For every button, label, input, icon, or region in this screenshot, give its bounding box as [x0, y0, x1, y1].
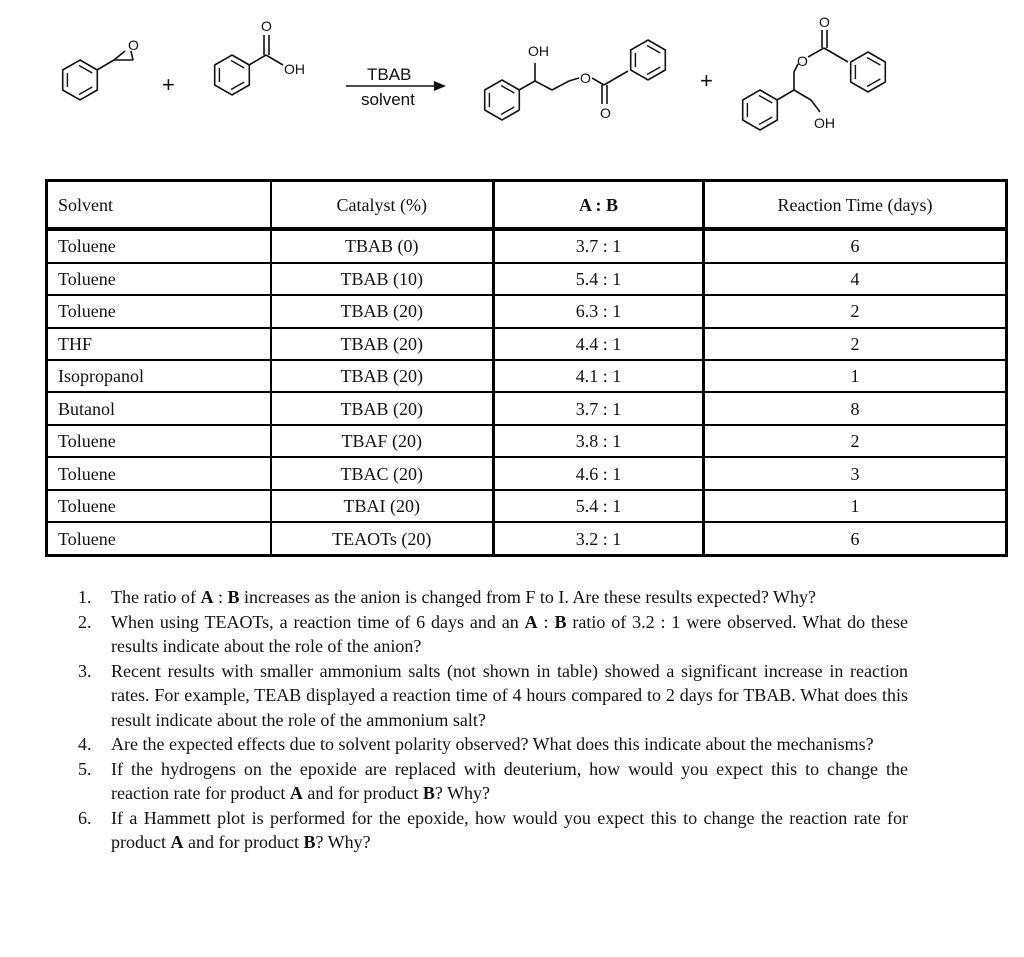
table-row — [47, 360, 1007, 392]
plus-sign-1: + — [162, 72, 175, 97]
question-text-segment: The ratio of — [111, 587, 201, 607]
cell-ratio: 3.7 : 1 — [494, 392, 704, 424]
question-number: 5. — [78, 758, 92, 779]
cell-catalyst: TBAB (10) — [271, 263, 494, 295]
cell-reaction-time: 2 — [704, 425, 1007, 457]
question-text-segment: increases as the anion is changed from F to I. Are these results expected? Why? — [239, 587, 816, 607]
cell-reaction-time: 2 — [704, 328, 1007, 360]
header-solvent: Solvent — [47, 181, 271, 230]
question-text-segment: If a Hammett plot is performed for the epoxide, how would you expect this to change the reaction rate for product — [111, 807, 908, 852]
cell-solvent: Toluene — [47, 457, 271, 489]
reaction-scheme — [0, 0, 1024, 170]
header-reaction-time: Reaction Time (days) — [704, 181, 1007, 230]
cell-solvent: Toluene — [47, 263, 271, 295]
cell-catalyst: TBAB (20) — [271, 295, 494, 327]
question-text — [111, 659, 908, 733]
cell-ratio: 6.3 : 1 — [494, 295, 704, 327]
cell-solvent: Toluene — [47, 295, 271, 327]
table-row — [47, 522, 1007, 555]
plus-sign-2: + — [700, 68, 713, 93]
cell-ratio: 3.8 : 1 — [494, 425, 704, 457]
cell-solvent: Butanol — [47, 392, 271, 424]
cell-reaction-time: 1 — [704, 360, 1007, 392]
cell-reaction-time: 2 — [704, 295, 1007, 327]
header-ratio: A : B — [494, 181, 704, 230]
cell-catalyst: TBAF (20) — [271, 425, 494, 457]
cell-catalyst: TBAI (20) — [271, 490, 494, 522]
cell-catalyst: TBAB (20) — [271, 392, 494, 424]
table-row — [47, 295, 1007, 327]
product-b-ester-oxygen-label: O — [797, 53, 808, 69]
question-text — [111, 585, 908, 610]
cell-solvent: Toluene — [47, 522, 271, 555]
product-a-structure — [485, 40, 666, 120]
cell-reaction-time: 3 — [704, 457, 1007, 489]
epoxide-oxygen-label: O — [128, 37, 139, 53]
benzoic-acid-structure — [215, 35, 283, 95]
question-text-segment: Recent results with smaller ammonium salts (not shown in table) showed a significant increase in reaction rates. For example, TEAB displayed a reaction time of 4 hours compared to 2 days for TBAB. What does this result indicate about the role of the ammonium salt? — [111, 660, 908, 730]
question-text-segment: and for product — [302, 783, 423, 803]
cell-ratio: 3.2 : 1 — [494, 522, 704, 555]
question-text — [111, 610, 908, 659]
cell-ratio: 4.4 : 1 — [494, 328, 704, 360]
question-text — [111, 757, 908, 806]
cell-solvent: THF — [47, 328, 271, 360]
product-label: B — [422, 783, 435, 803]
cell-catalyst: TEAOTs (20) — [271, 522, 494, 555]
cell-reaction-time: 1 — [704, 490, 1007, 522]
question-text-segment: ? Why? — [434, 783, 491, 803]
question-text-segment: Are the expected effects due to solvent polarity observed? What does this indicate about the mechanisms? — [111, 734, 874, 754]
cell-ratio: 5.4 : 1 — [494, 490, 704, 522]
product-label: B — [227, 587, 240, 607]
question-item — [78, 610, 908, 659]
question-number: 3. — [78, 660, 92, 681]
question-item — [78, 732, 908, 757]
product-label: A — [524, 611, 538, 632]
product-a-hydroxyl-label: OH — [528, 43, 549, 59]
cell-reaction-time: 6 — [704, 522, 1007, 555]
cell-solvent: Toluene — [47, 425, 271, 457]
product-label: B — [554, 611, 567, 632]
product-a-carbonyl-label: O — [600, 105, 611, 121]
question-text-segment: : — [213, 587, 228, 607]
question-text-segment: If the hydrogens on the epoxide are replaced with deuterium, how would you expect this to change the reaction rate for product — [111, 758, 908, 803]
product-label: A — [170, 832, 184, 852]
question-text — [111, 732, 908, 757]
catalyst-label: TBAB — [367, 65, 412, 84]
table-row — [47, 229, 1007, 263]
question-item — [78, 757, 908, 806]
question-text-segment: ? Why? — [315, 832, 371, 852]
question-item — [78, 585, 908, 610]
question-text-segment: and for product — [183, 832, 304, 852]
cell-ratio: 5.4 : 1 — [494, 263, 704, 295]
cell-ratio: 3.7 : 1 — [494, 229, 704, 263]
question-number: 6. — [78, 807, 92, 828]
product-b-hydroxyl-label: OH — [814, 115, 835, 131]
question-item — [78, 659, 908, 733]
acid-carbonyl-label: O — [261, 18, 272, 34]
cell-ratio: 4.1 : 1 — [494, 360, 704, 392]
cell-solvent: Isopropanol — [47, 360, 271, 392]
cell-ratio: 4.6 : 1 — [494, 457, 704, 489]
question-item — [78, 806, 908, 855]
product-label: A — [200, 587, 214, 607]
cell-reaction-time: 6 — [704, 229, 1007, 263]
table-row — [47, 263, 1007, 295]
solvent-label: solvent — [361, 90, 415, 109]
cell-reaction-time: 8 — [704, 392, 1007, 424]
product-b-carbonyl-label: O — [819, 14, 830, 30]
question-list — [78, 585, 908, 855]
question-text-segment: : — [537, 611, 555, 632]
cell-catalyst: TBAC (20) — [271, 457, 494, 489]
product-label: A — [289, 783, 303, 803]
table-row — [47, 457, 1007, 489]
styrene-oxide-structure — [63, 51, 133, 100]
question-number: 2. — [78, 611, 92, 632]
results-table — [45, 179, 1008, 557]
cell-catalyst: TBAB (20) — [271, 328, 494, 360]
table-row — [47, 392, 1007, 424]
cell-catalyst: TBAB (20) — [271, 360, 494, 392]
question-text-segment: When using TEAOTs, a reaction time of 6 days and an — [111, 611, 525, 632]
cell-reaction-time: 4 — [704, 263, 1007, 295]
table-body — [47, 229, 1007, 556]
cell-solvent: Toluene — [47, 229, 271, 263]
table-row — [47, 328, 1007, 360]
product-label: B — [303, 832, 316, 852]
question-text — [111, 806, 908, 855]
cell-solvent: Toluene — [47, 490, 271, 522]
table-row — [47, 425, 1007, 457]
table-row — [47, 490, 1007, 522]
cell-catalyst: TBAB (0) — [271, 229, 494, 263]
question-text-segment: ratio of 3.2 : 1 were observed. What do these results indicate about the role of the anion? — [111, 611, 908, 656]
question-number: 1. — [78, 587, 92, 607]
acid-hydroxyl-label: OH — [284, 61, 305, 77]
table-header-row — [47, 181, 1007, 230]
product-a-ester-oxygen-label: O — [580, 70, 591, 86]
question-number: 4. — [78, 734, 92, 754]
header-catalyst: Catalyst (%) — [271, 181, 494, 230]
